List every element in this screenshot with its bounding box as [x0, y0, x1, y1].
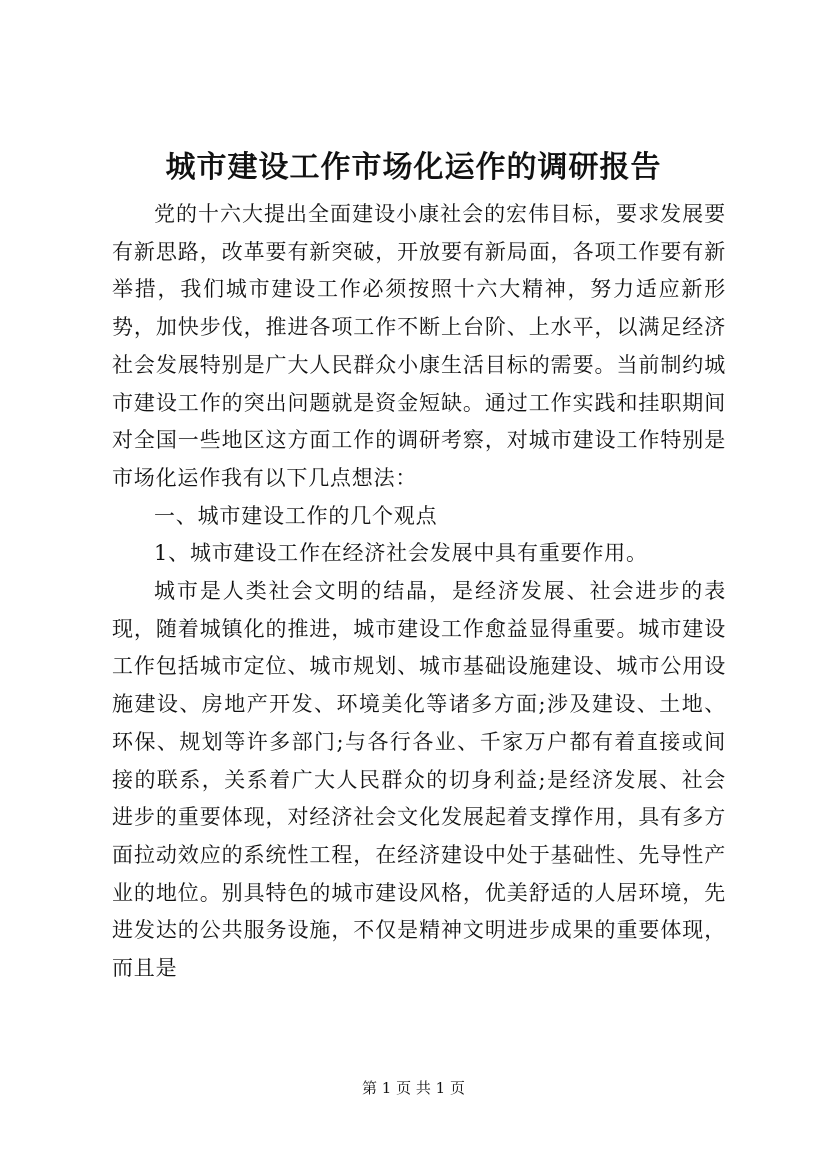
document-body	[112, 196, 726, 988]
document-title: 城市建设工作市场化运作的调研报告	[165, 150, 662, 185]
page-number-footer: 第 1 页 共 1 页	[362, 1079, 465, 1097]
section-heading: 一、城市建设工作的几个观点	[154, 503, 438, 528]
paragraph-intro: 党的十六大提出全面建设小康社会的宏伟目标，要求发展要有新思路，改革要有新突破，开放要有新局面，各项工作要有新举措，我们城市建设工作必须按照十六大精神，努力适应新形势，加快步伐，推进各项工作不断上台阶、上水平，以满足经济社会发展特别是广大人民群众小康生活目标的需要。当前制约城市建设工作的突出问题就是资金短缺。通过工作实践和挂职期间对全国一些地区这方面工作的调研考察，对城市建设工作特别是市场化运作我有以下几点想法：	[112, 202, 726, 490]
paragraph-body: 城市是人类社会文明的结晶，是经济发展、社会进步的表现，随着城镇化的推进，城市建设工作愈益显得重要。城市建设工作包括城市定位、城市规划、城市基础设施建设、城市公用设施建设、房地产开发、环境美化等诸多方面;涉及建设、土地、环保、规划等许多部门;与各行各业、千家万户都有着直接或间接的联系，关系着广大人民群众的切身利益;是经济发展、社会进步的重要体现，对经济社会文化发展起着支撑作用，具有多方面拉动效应的系统性工程，在经济建设中处于基础性、先导性产业的地位。别具特色的城市建设风格，优美舒适的人居环境，先进发达的公共服务设施，不仅是精神文明进步成果的重要体现，而且是	[112, 579, 726, 981]
subsection-heading: 1、城市建设工作在经济社会发展中具有重要作用。	[154, 541, 648, 566]
